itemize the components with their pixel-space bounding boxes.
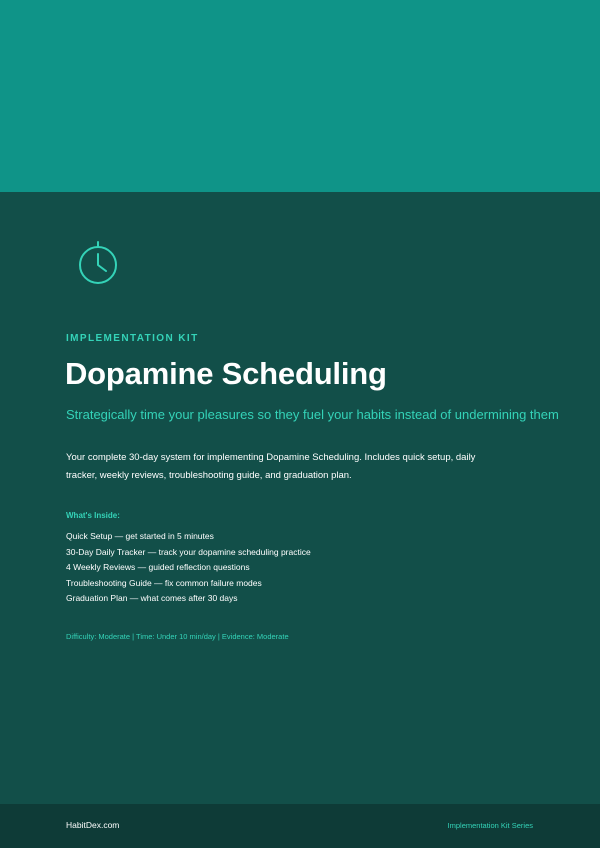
kit-label: IMPLEMENTATION KIT — [66, 333, 199, 344]
kit-meta-info: Difficulty: Moderate | Time: Under 10 min/day | Evidence: Moderate — [66, 632, 289, 641]
brand-link[interactable]: HabitDex.com — [66, 820, 120, 830]
page-title: Dopamine Scheduling — [65, 356, 387, 391]
description: Your complete 30-day system for implementing Dopamine Scheduling. Includes quick setup, daily tracker, weekly reviews, troubleshooting guide, and graduation plan. — [66, 452, 476, 481]
list-item: 30-Day Daily Tracker — track your dopamine scheduling practice — [66, 546, 311, 557]
whats-inside-list — [66, 529, 311, 607]
series-label: Implementation Kit Series — [447, 821, 533, 830]
whats-inside-heading: What's Inside: — [66, 511, 120, 520]
list-item: Graduation Plan — what comes after 30 days — [66, 593, 238, 603]
list-item: 4 Weekly Reviews — guided reflection questions — [66, 562, 250, 572]
list-item: Quick Setup — get started in 5 minutes — [66, 531, 214, 541]
stopwatch-icon — [76, 240, 120, 286]
header-band — [0, 0, 600, 192]
page-subtitle: Strategically time your pleasures so they fuel your habits instead of undermining them — [66, 407, 559, 422]
list-item: Troubleshooting Guide — fix common failure modes — [66, 577, 262, 588]
